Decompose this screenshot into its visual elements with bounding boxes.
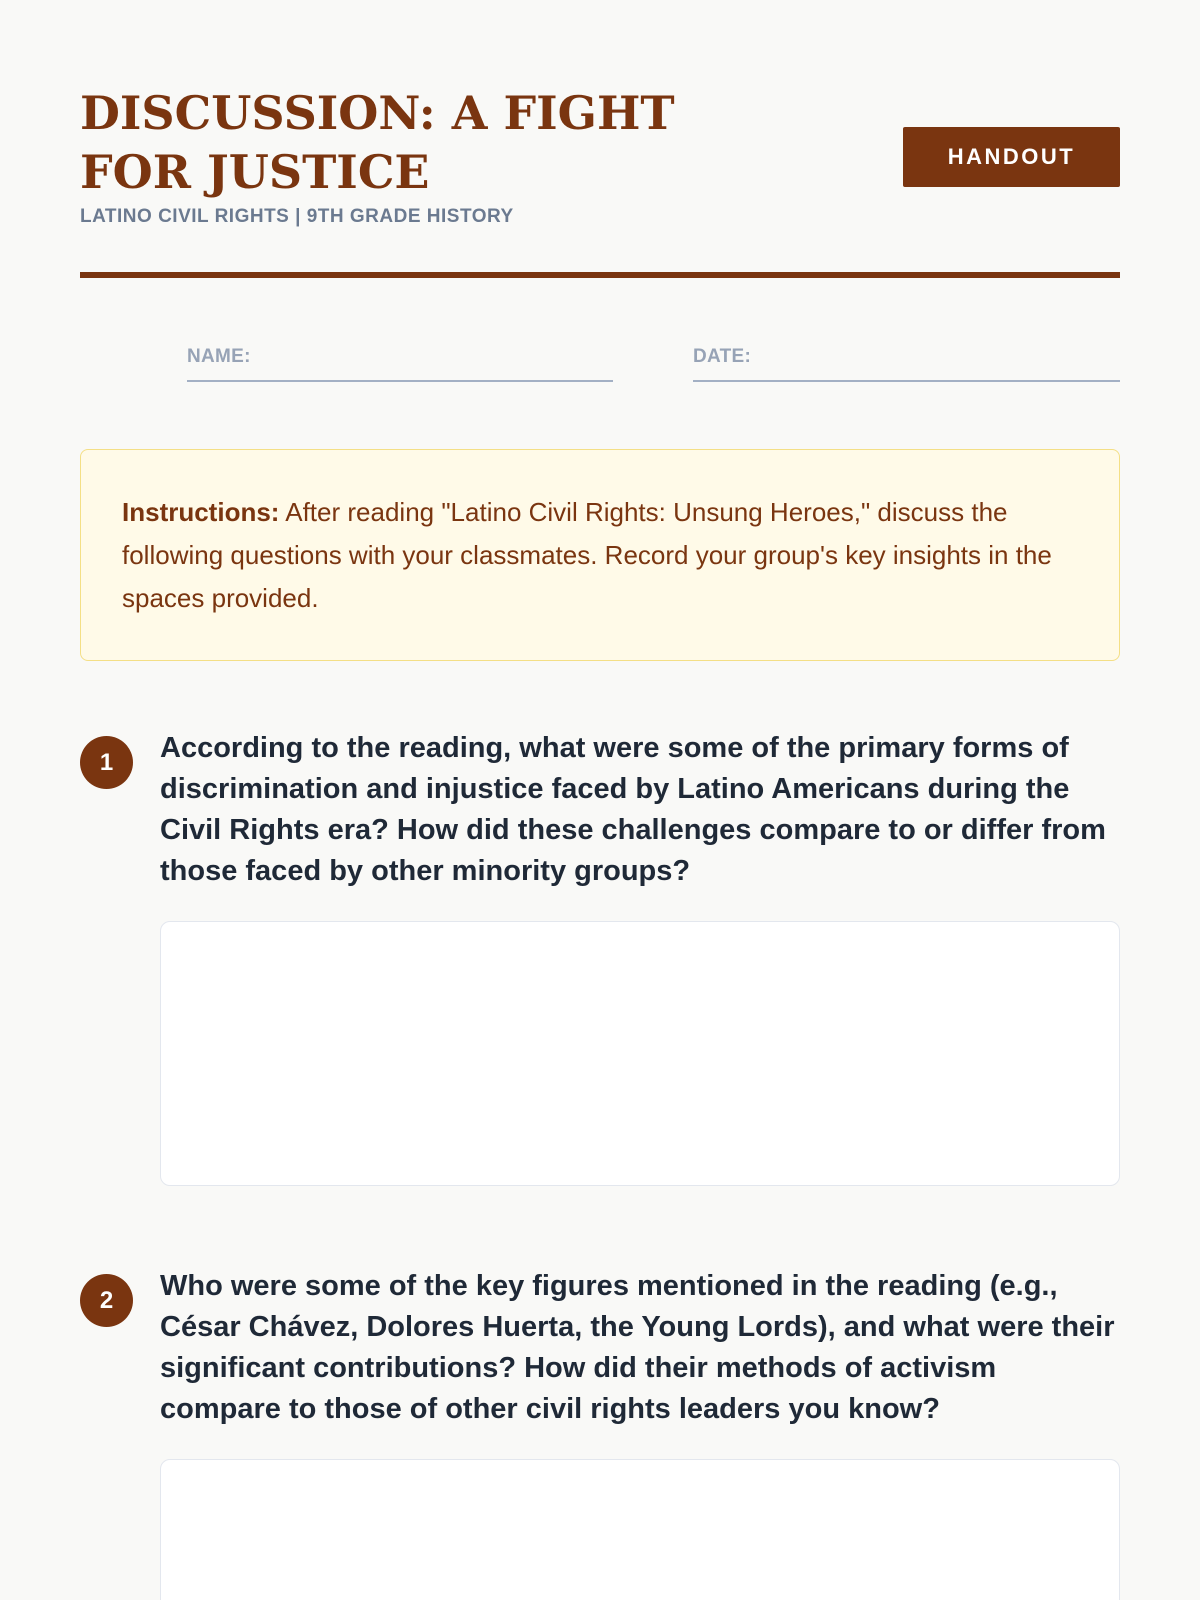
question-text: According to the reading, what were some of the primary forms of discrimination and injustice faced by Latino Americans during the Civil Rights era? How did these challenges compare to or differ from those faced by other minority groups? xyxy=(160,732,1106,887)
handout-button[interactable]: HANDOUT xyxy=(903,127,1120,187)
question-number-badge: 1 xyxy=(80,736,133,789)
instructions-text: After reading "Latino Civil Rights: Unsung Heroes," discuss the following questions with your classmates. Record your group's key insights in the spaces provided. xyxy=(122,497,1052,613)
date-field[interactable] xyxy=(693,346,1120,382)
page-subtitle: LATINO CIVIL RIGHTS | 9TH GRADE HISTORY xyxy=(80,206,514,227)
worksheet-page xyxy=(80,0,1120,1600)
question-text: Who were some of the key figures mentioned in the reading (e.g., César Chávez, Dolores Huerta, the Young Lords), and what were their significant contributions? How did their methods of activism compare to those of other civil rights leaders you know? xyxy=(160,1270,1115,1425)
header-divider xyxy=(80,272,1120,278)
instructions-box xyxy=(80,449,1120,661)
question-number-badge: 2 xyxy=(80,1274,133,1327)
name-field-label: NAME: xyxy=(187,346,251,367)
answer-box-1[interactable] xyxy=(160,921,1120,1186)
name-field[interactable] xyxy=(187,346,613,382)
page-title: DISCUSSION: A FIGHT FOR JUSTICE xyxy=(80,86,675,199)
answer-box-2[interactable] xyxy=(160,1459,1120,1600)
worksheet-header xyxy=(80,84,1120,274)
instructions-lead: Instructions: xyxy=(122,497,280,527)
date-field-label: DATE: xyxy=(693,346,752,367)
